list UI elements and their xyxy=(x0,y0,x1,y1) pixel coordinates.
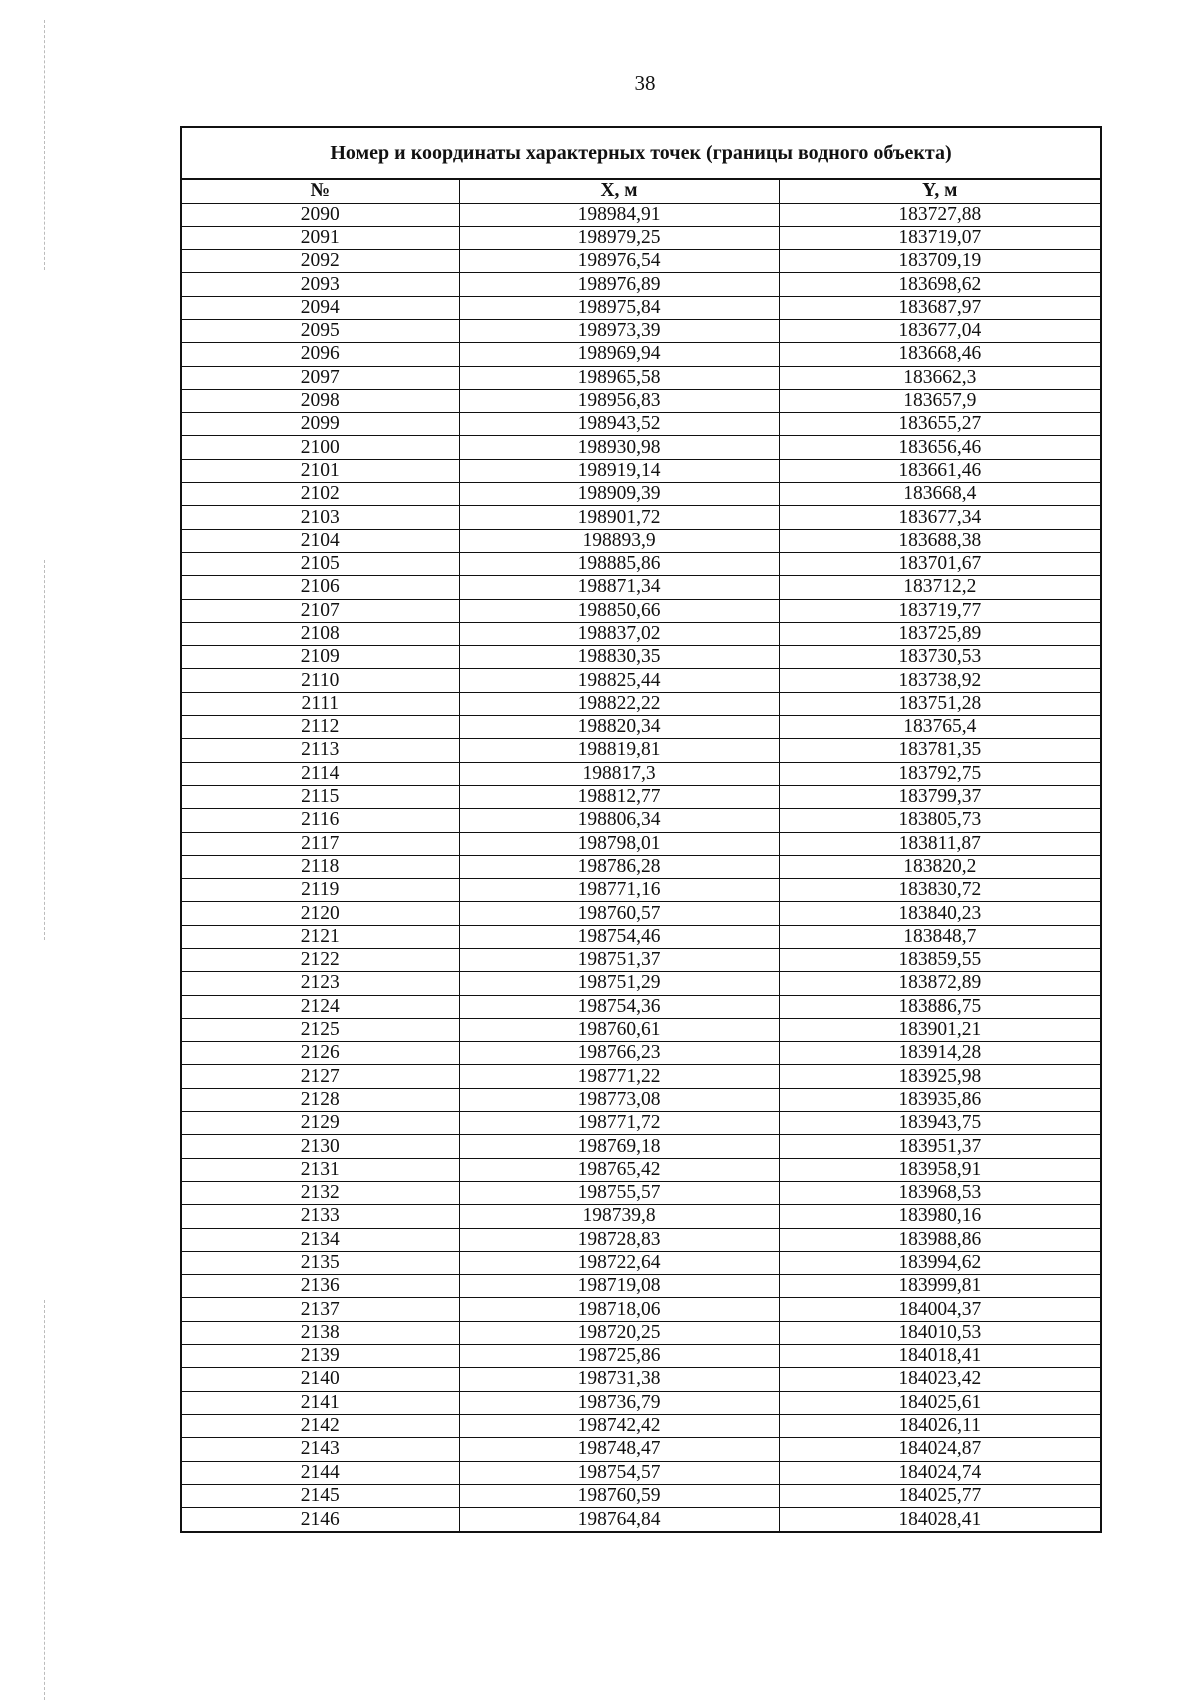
table-row xyxy=(182,1065,1100,1088)
table-row xyxy=(182,902,1100,925)
table-row xyxy=(182,1158,1100,1181)
table-row xyxy=(182,1345,1100,1368)
cell-y: 183687,97 xyxy=(779,296,1100,319)
cell-number: 2135 xyxy=(182,1251,459,1274)
table-row xyxy=(182,1112,1100,1135)
cell-y: 183677,34 xyxy=(779,506,1100,529)
cell-x: 198820,34 xyxy=(459,716,779,739)
table-row xyxy=(182,319,1100,342)
cell-y: 183668,46 xyxy=(779,343,1100,366)
cell-y: 183925,98 xyxy=(779,1065,1100,1088)
scan-margin-mark xyxy=(44,560,45,940)
cell-y: 183781,35 xyxy=(779,739,1100,762)
cell-y: 183958,91 xyxy=(779,1158,1100,1181)
cell-x: 198798,01 xyxy=(459,832,779,855)
cell-x: 198764,84 xyxy=(459,1508,779,1531)
cell-number: 2143 xyxy=(182,1438,459,1461)
table-row xyxy=(182,413,1100,436)
cell-y: 183792,75 xyxy=(779,762,1100,785)
cell-number: 2146 xyxy=(300,1508,340,1530)
cell-y: 184028,41 xyxy=(779,1508,1100,1531)
cell-x: 198893,9 xyxy=(459,529,779,552)
table-row xyxy=(182,599,1100,622)
table-row xyxy=(182,226,1100,249)
cell-number: 2141 xyxy=(182,1391,459,1414)
cell-y: 183840,23 xyxy=(779,902,1100,925)
cell-number: 2144 xyxy=(182,1461,459,1484)
cell-number: 2091 xyxy=(182,226,459,249)
table-row xyxy=(182,506,1100,529)
cell-number: 2127 xyxy=(182,1065,459,1088)
cell-number: 2092 xyxy=(182,250,459,273)
cell-number: 2099 xyxy=(182,413,459,436)
table-row xyxy=(182,1368,1100,1391)
table-row xyxy=(182,669,1100,692)
table-row xyxy=(182,296,1100,319)
table-row xyxy=(182,1181,1100,1204)
cell-x: 198973,39 xyxy=(459,319,779,342)
table-row xyxy=(182,1298,1100,1321)
table-row xyxy=(182,1391,1100,1414)
cell-x: 198837,02 xyxy=(459,622,779,645)
cell-x: 198736,79 xyxy=(459,1391,779,1414)
table-row xyxy=(182,576,1100,599)
cell-number: 2136 xyxy=(182,1275,459,1298)
table-row xyxy=(182,389,1100,412)
cell-number: 2120 xyxy=(182,902,459,925)
cell-y: 183657,9 xyxy=(779,389,1100,412)
cell-x: 198720,25 xyxy=(459,1321,779,1344)
cell-x: 198817,3 xyxy=(459,762,779,785)
table-body xyxy=(182,203,1100,1531)
cell-number: 2119 xyxy=(182,879,459,902)
cell-x: 198901,72 xyxy=(459,506,779,529)
cell-y: 183914,28 xyxy=(779,1042,1100,1065)
cell-y: 184024,74 xyxy=(779,1461,1100,1484)
coordinates-table-frame xyxy=(180,126,1102,1533)
cell-y: 183727,88 xyxy=(779,203,1100,226)
cell-x: 198751,29 xyxy=(459,972,779,995)
cell-number: 2096 xyxy=(182,343,459,366)
cell-y: 184026,11 xyxy=(779,1414,1100,1437)
table-row xyxy=(182,739,1100,762)
cell-x: 198830,35 xyxy=(459,646,779,669)
cell-y: 183751,28 xyxy=(779,692,1100,715)
cell-number: 2130 xyxy=(182,1135,459,1158)
cell-y: 183725,89 xyxy=(779,622,1100,645)
cell-number: 2114 xyxy=(182,762,459,785)
cell-y: 184024,87 xyxy=(779,1438,1100,1461)
cell-x: 198755,57 xyxy=(459,1181,779,1204)
cell-y: 183935,86 xyxy=(779,1088,1100,1111)
cell-number: 2110 xyxy=(182,669,459,692)
cell-number: 2106 xyxy=(182,576,459,599)
cell-number: 2125 xyxy=(182,1018,459,1041)
cell-number: 2122 xyxy=(182,949,459,972)
cell-number: 2108 xyxy=(182,622,459,645)
table-row xyxy=(182,949,1100,972)
cell-y: 183655,27 xyxy=(779,413,1100,436)
cell-x: 198728,83 xyxy=(459,1228,779,1251)
cell-number: 2098 xyxy=(182,389,459,412)
cell-number: 2116 xyxy=(182,809,459,832)
cell-x: 198766,23 xyxy=(459,1042,779,1065)
table-row xyxy=(182,1251,1100,1274)
cell-y: 183668,4 xyxy=(779,483,1100,506)
cell-x: 198812,77 xyxy=(459,785,779,808)
cell-y: 183730,53 xyxy=(779,646,1100,669)
scan-margin-mark xyxy=(44,1300,45,1700)
cell-x: 198979,25 xyxy=(459,226,779,249)
cell-y: 183698,62 xyxy=(779,273,1100,296)
table-row xyxy=(182,552,1100,575)
cell-number: 2121 xyxy=(182,925,459,948)
table-row xyxy=(182,622,1100,645)
cell-x: 198871,34 xyxy=(459,576,779,599)
header-y: Y, м xyxy=(779,180,1100,203)
cell-x: 198760,59 xyxy=(459,1484,779,1507)
cell-number: 2145 xyxy=(182,1484,459,1507)
cell-x: 198806,34 xyxy=(459,809,779,832)
table-row xyxy=(182,343,1100,366)
cell-y: 183712,2 xyxy=(779,576,1100,599)
cell-x: 198751,37 xyxy=(459,949,779,972)
cell-y: 183719,07 xyxy=(779,226,1100,249)
cell-x: 198930,98 xyxy=(459,436,779,459)
header-x: X, м xyxy=(459,180,779,203)
cell-x: 198760,57 xyxy=(459,902,779,925)
table-row xyxy=(182,1321,1100,1344)
table-row xyxy=(182,762,1100,785)
table-row xyxy=(182,436,1100,459)
cell-y: 183848,7 xyxy=(779,925,1100,948)
table-row xyxy=(182,1461,1100,1484)
table-row xyxy=(182,250,1100,273)
cell-number: 2111 xyxy=(182,692,459,715)
cell-number: 2094 xyxy=(182,296,459,319)
cell-x: 198725,86 xyxy=(459,1345,779,1368)
table-row xyxy=(182,1414,1100,1437)
cell-x: 198976,89 xyxy=(459,273,779,296)
cell-x: 198825,44 xyxy=(459,669,779,692)
cell-x: 198742,42 xyxy=(459,1414,779,1437)
cell-y: 183994,62 xyxy=(779,1251,1100,1274)
cell-number: 2090 xyxy=(182,203,459,226)
cell-x: 198718,06 xyxy=(459,1298,779,1321)
cell-number: 2124 xyxy=(182,995,459,1018)
cell-number: 2118 xyxy=(182,855,459,878)
cell-y: 183859,55 xyxy=(779,949,1100,972)
table-row xyxy=(182,1275,1100,1298)
cell-number: 2102 xyxy=(182,483,459,506)
cell-x: 198819,81 xyxy=(459,739,779,762)
cell-number: 2101 xyxy=(182,459,459,482)
cell-x: 198754,57 xyxy=(459,1461,779,1484)
cell-x: 198769,18 xyxy=(459,1135,779,1158)
table-row xyxy=(182,1508,1100,1531)
table-row xyxy=(182,1484,1100,1507)
table-row xyxy=(182,1088,1100,1111)
cell-y: 183980,16 xyxy=(779,1205,1100,1228)
cell-number: 2133 xyxy=(182,1205,459,1228)
cell-y: 183738,92 xyxy=(779,669,1100,692)
cell-number: 2112 xyxy=(182,716,459,739)
cell-x: 198850,66 xyxy=(459,599,779,622)
cell-number: 2142 xyxy=(182,1414,459,1437)
table-title: Номер и координаты характерных точек (границы водного объекта) xyxy=(182,128,1100,180)
page-number: 38 xyxy=(634,71,656,95)
cell-y: 183688,38 xyxy=(779,529,1100,552)
table-row xyxy=(182,879,1100,902)
table-row xyxy=(182,646,1100,669)
cell-y: 183951,37 xyxy=(779,1135,1100,1158)
table-row xyxy=(182,972,1100,995)
table-row xyxy=(182,1205,1100,1228)
table-row xyxy=(182,855,1100,878)
cell-x: 198909,39 xyxy=(459,483,779,506)
cell-x: 198969,94 xyxy=(459,343,779,366)
cell-x: 198722,64 xyxy=(459,1251,779,1274)
table-row xyxy=(182,1135,1100,1158)
cell-x: 198739,8 xyxy=(459,1205,779,1228)
cell-number: 2109 xyxy=(182,646,459,669)
cell-x: 198786,28 xyxy=(459,855,779,878)
cell-y: 183943,75 xyxy=(779,1112,1100,1135)
header-number: № xyxy=(182,180,459,203)
cell-x: 198748,47 xyxy=(459,1438,779,1461)
cell-x: 198760,61 xyxy=(459,1018,779,1041)
cell-y: 184025,61 xyxy=(779,1391,1100,1414)
table-row xyxy=(182,1228,1100,1251)
cell-x: 198976,54 xyxy=(459,250,779,273)
cell-y: 183901,21 xyxy=(779,1018,1100,1041)
cell-y: 183988,86 xyxy=(779,1228,1100,1251)
cell-x: 198773,08 xyxy=(459,1088,779,1111)
table-row xyxy=(182,483,1100,506)
table-row xyxy=(182,273,1100,296)
coordinates-table xyxy=(182,180,1100,1531)
cell-x: 198765,42 xyxy=(459,1158,779,1181)
cell-x: 198731,38 xyxy=(459,1368,779,1391)
cell-y: 183656,46 xyxy=(779,436,1100,459)
cell-number: 2115 xyxy=(182,785,459,808)
cell-y: 184018,41 xyxy=(779,1345,1100,1368)
cell-number: 2103 xyxy=(182,506,459,529)
cell-y: 183820,2 xyxy=(779,855,1100,878)
table-row xyxy=(182,925,1100,948)
cell-x: 198975,84 xyxy=(459,296,779,319)
cell-number: 2129 xyxy=(182,1112,459,1135)
cell-x: 198965,58 xyxy=(459,366,779,389)
table-row xyxy=(182,1042,1100,1065)
cell-y: 184004,37 xyxy=(779,1298,1100,1321)
cell-number: 2132 xyxy=(182,1181,459,1204)
table-row xyxy=(182,832,1100,855)
table-row xyxy=(182,366,1100,389)
cell-number: 2123 xyxy=(182,972,459,995)
cell-number: 2117 xyxy=(182,832,459,855)
cell-y: 183872,89 xyxy=(779,972,1100,995)
table-row xyxy=(182,1438,1100,1461)
cell-number: 2138 xyxy=(182,1321,459,1344)
cell-y: 183662,3 xyxy=(779,366,1100,389)
cell-y: 183709,19 xyxy=(779,250,1100,273)
table-row xyxy=(182,459,1100,482)
cell-number: 2105 xyxy=(182,552,459,575)
cell-number: 2126 xyxy=(182,1042,459,1065)
table-row xyxy=(182,995,1100,1018)
cell-number: 2104 xyxy=(182,529,459,552)
cell-x: 198956,83 xyxy=(459,389,779,412)
cell-number: 2107 xyxy=(182,599,459,622)
table-row xyxy=(182,529,1100,552)
scan-margin-mark xyxy=(44,20,45,270)
cell-y: 184025,77 xyxy=(779,1484,1100,1507)
table-row xyxy=(182,203,1100,226)
table-row xyxy=(182,809,1100,832)
cell-y: 183811,87 xyxy=(779,832,1100,855)
cell-x: 198754,36 xyxy=(459,995,779,1018)
cell-number: 2093 xyxy=(182,273,459,296)
cell-number: 2095 xyxy=(182,319,459,342)
cell-y: 183799,37 xyxy=(779,785,1100,808)
cell-x: 198822,22 xyxy=(459,692,779,715)
cell-y: 183719,77 xyxy=(779,599,1100,622)
cell-number: 2131 xyxy=(182,1158,459,1181)
table-row xyxy=(182,785,1100,808)
cell-x: 198771,22 xyxy=(459,1065,779,1088)
table-row xyxy=(182,716,1100,739)
cell-x: 198771,72 xyxy=(459,1112,779,1135)
cell-number: 2128 xyxy=(182,1088,459,1111)
cell-number: 2137 xyxy=(182,1298,459,1321)
cell-y: 183765,4 xyxy=(779,716,1100,739)
cell-y: 183886,75 xyxy=(779,995,1100,1018)
cell-x: 198919,14 xyxy=(459,459,779,482)
cell-x: 198719,08 xyxy=(459,1275,779,1298)
cell-y: 184023,42 xyxy=(779,1368,1100,1391)
cell-number: 2139 xyxy=(182,1345,459,1368)
cell-number: 2140 xyxy=(182,1368,459,1391)
cell-number: 2134 xyxy=(182,1228,459,1251)
cell-number: 2100 xyxy=(182,436,459,459)
cell-y: 183999,81 xyxy=(779,1275,1100,1298)
cell-number: 2097 xyxy=(182,366,459,389)
cell-y: 183677,04 xyxy=(779,319,1100,342)
cell-y: 184010,53 xyxy=(779,1321,1100,1344)
table-row xyxy=(182,692,1100,715)
cell-x: 198984,91 xyxy=(459,203,779,226)
cell-x: 198754,46 xyxy=(459,925,779,948)
cell-y: 183830,72 xyxy=(779,879,1100,902)
cell-x: 198943,52 xyxy=(459,413,779,436)
cell-y: 183968,53 xyxy=(779,1181,1100,1204)
cell-number: 2113 xyxy=(182,739,459,762)
cell-x: 198771,16 xyxy=(459,879,779,902)
cell-y: 183661,46 xyxy=(779,459,1100,482)
table-header-row xyxy=(182,180,1100,203)
table-row xyxy=(182,1018,1100,1041)
cell-y: 183805,73 xyxy=(779,809,1100,832)
cell-x: 198885,86 xyxy=(459,552,779,575)
cell-y: 183701,67 xyxy=(779,552,1100,575)
